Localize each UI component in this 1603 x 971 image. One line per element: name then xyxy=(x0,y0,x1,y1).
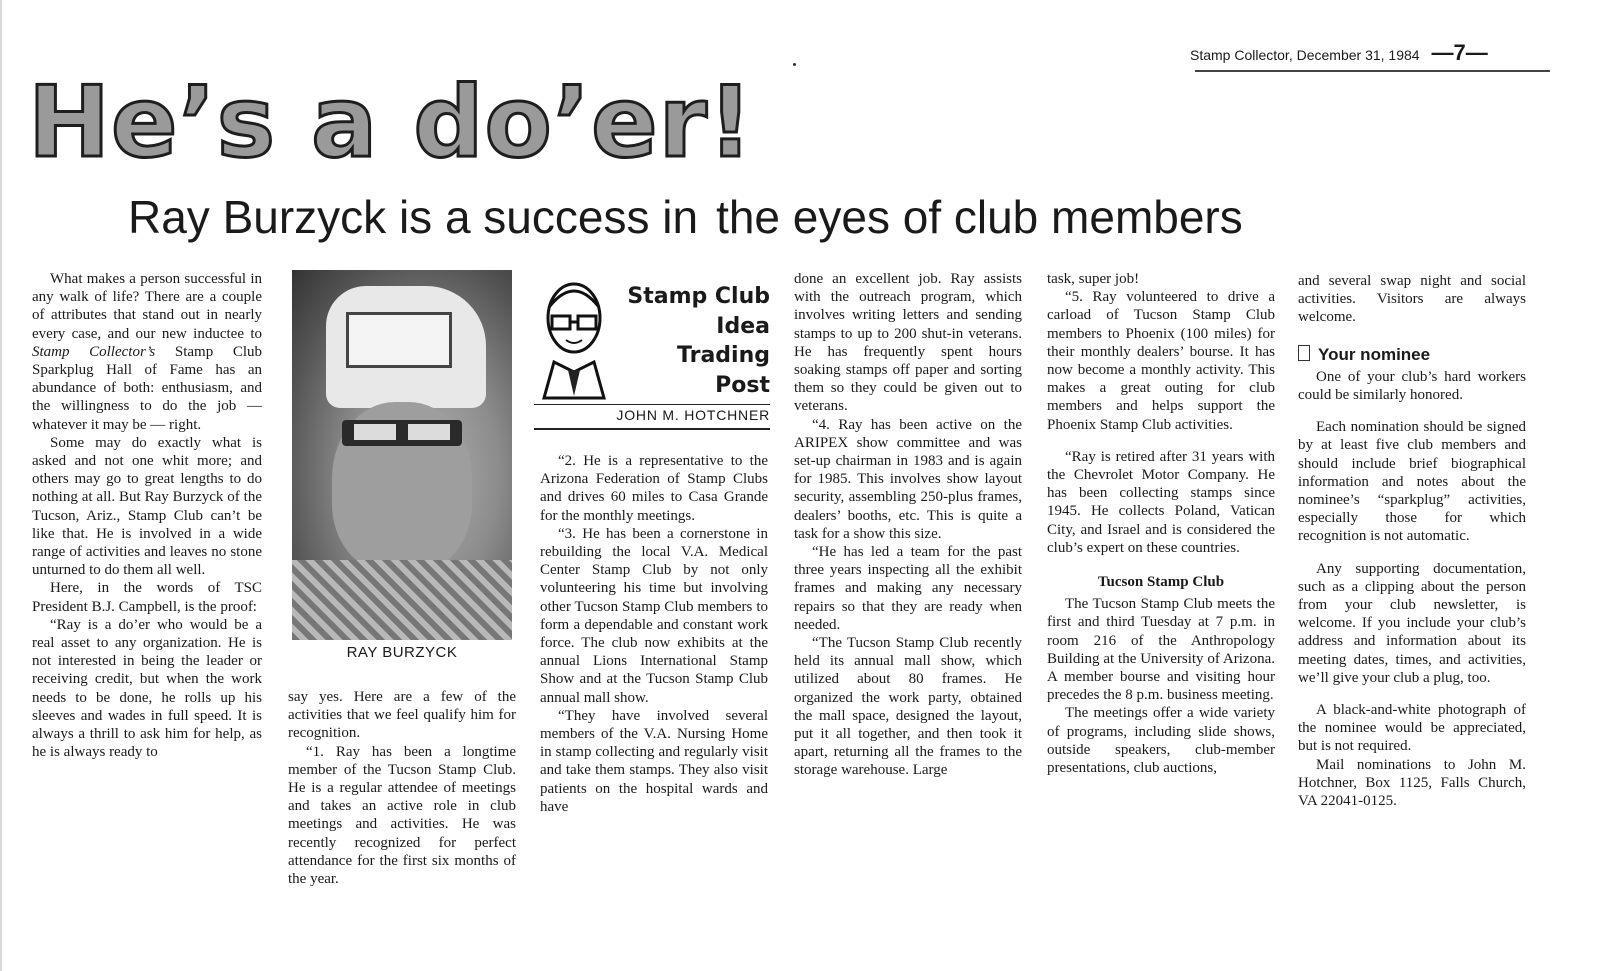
article-column-5 xyxy=(1047,270,1275,777)
logo-line-1: Stamp Club xyxy=(627,284,770,309)
photo-caption: RAY BURZYCK xyxy=(346,644,458,661)
logo-rule-top xyxy=(534,404,770,405)
paragraph: “3. He has been a cornerstone in rebuilding the local V.A. Medical Center Stamp Club by not only volunteering his time but involving other Tucson Stamp Club members to form a dependable and constant work force. The club now exhibits at the annual Lions International Stamp Show and at the Tucson Stamp Club annual mall show. xyxy=(540,525,768,706)
paragraph: “1. Ray has been a longtime member of the Tucson Stamp Club. He is a regular attendee of meetings and takes an active role in club meetings and activities. He was recently recognized for perfect attendance for the first six months of the year. xyxy=(288,743,516,888)
deck-part-2: the eyes of club members xyxy=(716,191,1243,243)
article-column-1 xyxy=(32,270,262,761)
folio-rule xyxy=(1195,70,1550,72)
byline: JOHN M. HOTCHNER xyxy=(616,407,770,423)
article-column-6 xyxy=(1298,272,1526,810)
folio-line xyxy=(1190,40,1550,66)
paragraph: “Ray is retired after 31 years with the Chevrolet Motor Company. He has been collecting stamps since 1945. He collects Poland, Vatican City, and Israel and is considered the club’s expert on these countries. xyxy=(1047,448,1275,556)
folio-text: Stamp Collector, December 31, 1984 xyxy=(1190,47,1420,63)
portrait-photo xyxy=(292,270,512,640)
paragraph: say yes. Here are a few of the activities that we feel qualify him for recognition. xyxy=(288,689,516,742)
subhead-your-nominee xyxy=(1298,345,1526,364)
paragraph: A black-and-white photograph of the nominee would be appreciated, but is not required. xyxy=(1298,702,1526,755)
article-column-3 xyxy=(540,452,768,816)
subhead-text: Your nominee xyxy=(1318,344,1431,364)
subhead-tucson-stamp-club: Tucson Stamp Club xyxy=(1097,574,1225,591)
paragraph: The meetings offer a wide variety of programs, including slide shows, outside speakers, club-member presentations, club auctions, xyxy=(1047,705,1275,777)
paragraph: task, super job! xyxy=(1047,271,1140,287)
print-speck xyxy=(793,63,796,66)
page-edge xyxy=(0,0,2,971)
paragraph: “2. He is a representative to the Arizona Federation of Stamp Clubs and drives 60 miles to Casa Grande for the monthly meetings. xyxy=(540,453,768,524)
deck-part-1: Ray Burzyck is a success in xyxy=(128,191,699,243)
paragraph: One of your club’s hard workers could be similarly honored. xyxy=(1298,368,1526,404)
paragraph: done an excellent job. Ray assists with the outreach program, which involves writing letters and sending stamps to up to 200 shut-in veterans. He has frequently spent hours soaking stamps off paper and sorting them so they could be given out to veterans. xyxy=(794,271,1022,415)
author-portrait-icon xyxy=(534,270,614,400)
paragraph: Any supporting documentation, such as a clipping about the person from your club newsletter, is welcome. If you include your club’s address and information about its meeting dates, times, and activities, we’ll give your club a plug, too. xyxy=(1298,560,1526,686)
column-logo xyxy=(534,270,770,430)
paragraph: The Tucson Stamp Club meets the first and third Tuesday at 7 p.m. in room 216 of the Anthropology Building at the University of Arizona. A member bourse and visiting hour precedes the 8 p.m. business meeting. xyxy=(1047,596,1275,704)
article-column-2 xyxy=(288,688,516,888)
paragraph: and several swap night and social activities. Visitors are always welcome. xyxy=(1298,273,1526,326)
paragraph: Here, in the words of TSC President B.J. Campbell, is the proof: xyxy=(32,580,262,615)
paragraph: Some may do exactly what is asked and not one whit more; and others may go to great lengths to do nothing at all. But Ray Burzyck of the Tucson, Ariz., Stamp Club can’t be like that. He is involved in a wide range of activities and leaves no stone unturned to do them all well. xyxy=(32,434,262,579)
logo-line-4: Post xyxy=(715,372,770,398)
paragraph: “5. Ray volunteered to drive a carload of Tucson Stamp Club members to Phoenix (100 miles) for their monthly dealers’ bourse. It has now become a monthly activity. This makes a great outing for club members and helps support the Phoenix Stamp Club activities. xyxy=(1047,289,1275,433)
paragraph: Mail nominations to John M. Hotchner, Box 1125, Falls Church, VA 22041-0125. xyxy=(1298,756,1526,810)
column-logo-title xyxy=(627,282,770,400)
headline: He’s a do’er! xyxy=(28,66,754,180)
logo-line-3: Trading xyxy=(677,343,770,368)
paragraph: “4. Ray has been active on the ARIPEX show committee and was set-up chairman in 1983 and is again for 1985. This involves show layout security, assembling 250-plus frames, dealers’ booths, etc. This is quite a task for a show this size. xyxy=(794,416,1022,542)
paragraph: “The Tucson Stamp Club recently held its annual mall show, which utilized about 80 frames. He organized the work party, obtained the mall space, designed the layout, put it all together, and then took it apart, returning all the frames to the storage warehouse. Large xyxy=(794,635,1022,779)
checkbox-box-icon xyxy=(1298,345,1310,361)
paragraph: Each nomination should be signed by at least five club members and should include brief biographical information and notes about the nominee’s “sparkplug” activities, especially those for which recognition is not automatic. xyxy=(1298,419,1526,545)
article-column-4 xyxy=(794,270,1022,780)
deck-headline xyxy=(128,190,1243,244)
logo-line-2: Idea xyxy=(716,313,770,339)
paragraph: What makes a person successful in any walk of life? There are a couple of attributes that stand out in nearly every case, and our new inductee to Stamp Collector’s Stamp Club Sparkplug Hall of Fame has an abundance of both: enthusiasm, and the willingness to do the job — whatever it may be — right. xyxy=(32,271,262,433)
paragraph: “He has led a team for the past three years inspecting all the exhibit frames and making any necessary repairs so that they are ready when needed. xyxy=(794,544,1022,633)
page-number: —7— xyxy=(1431,40,1488,65)
paragraph: “Ray is a do’er who would be a real asset to any organization. He is not interested in being the leader or receiving credit, but when the work needs to be done, he rolls up his sleeves and wades in full speed. It is always a thrill to ask him for help, as he is always ready to xyxy=(32,616,262,761)
paragraph: “They have involved several members of the V.A. Nursing Home in stamp collecting and regularly visit and take them stamps. They also visit patients on the hospital wards and have xyxy=(540,707,768,815)
logo-rule-bottom xyxy=(534,428,770,430)
